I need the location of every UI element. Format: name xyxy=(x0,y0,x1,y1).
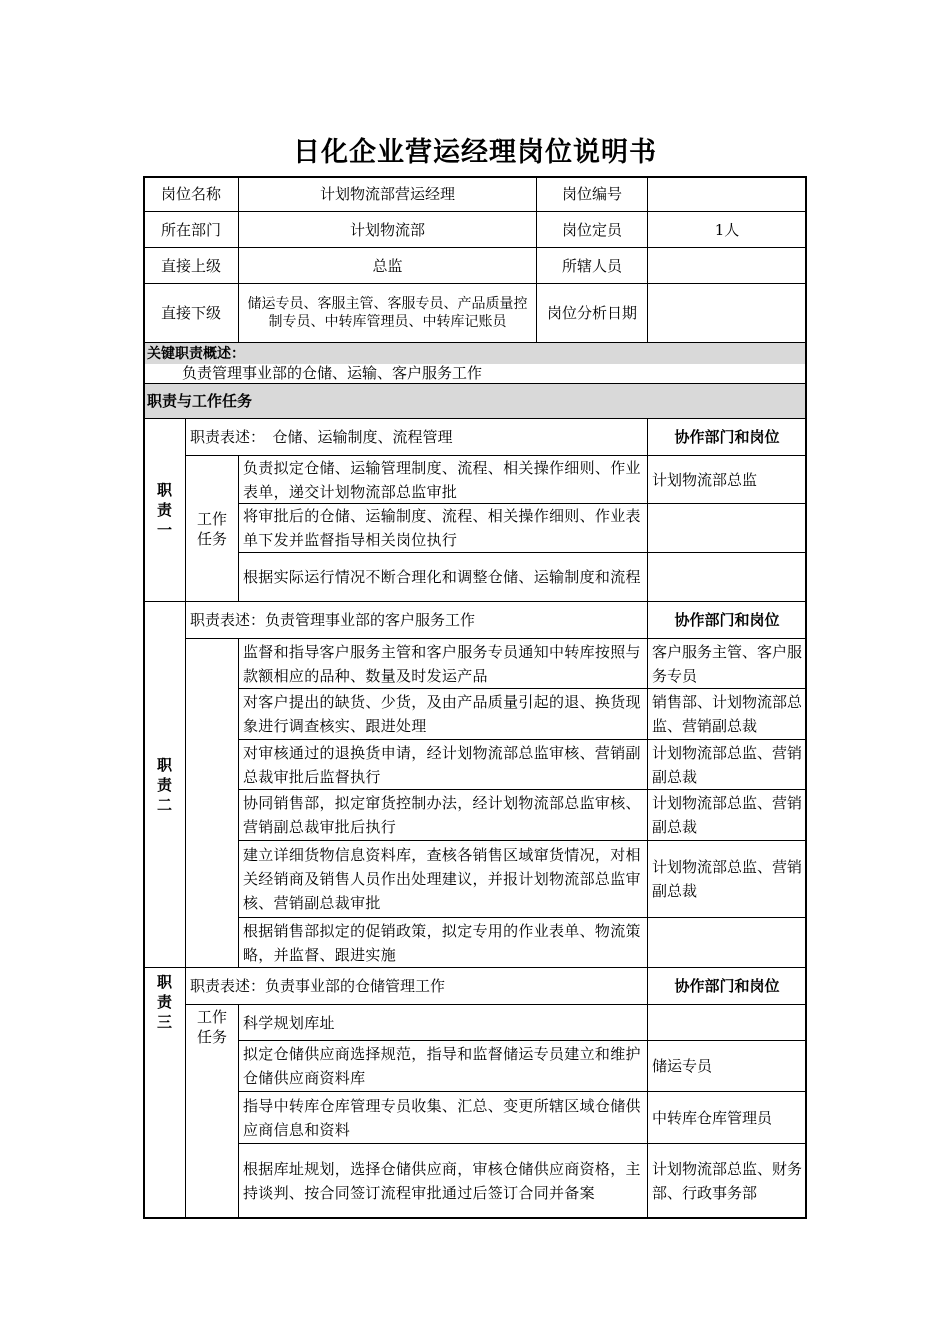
duty-2-task-coop: 销售部、计划物流部总监、营销副总裁 xyxy=(647,688,807,740)
duty-2-label: 职 责 二 xyxy=(143,601,186,968)
duty-1-statement: 职责表述： 仓储、运输制度、流程管理 xyxy=(185,418,648,456)
duty-3-task: 指导中转库仓库管理专员收集、汇总、变更所辖区域仓储供应商信息和资料 xyxy=(238,1091,648,1144)
duty-1-task: 将审批后的仓储、运输制度、流程、相关操作细则、作业表单下发并监督指导相关岗位执行 xyxy=(238,503,648,553)
subordinates-count-value xyxy=(647,247,807,284)
duty-3-task-coop: 中转库仓库管理员 xyxy=(647,1091,807,1144)
duty-3-task-coop xyxy=(647,1004,807,1041)
duty-3-task: 根据库址规划，选择仓储供应商，审核仓储供应商资格，主持谈判、按合同签订流程审批通过后签订合同并备案 xyxy=(238,1143,648,1219)
quota-value: 1人 xyxy=(647,211,807,248)
duty-2-task: 协同销售部，拟定窜货控制办法，经计划物流部总监审核、营销副总裁审批后执行 xyxy=(238,789,648,841)
duty-2-task-coop: 计划物流部总监、营销副总裁 xyxy=(647,840,807,918)
duty-2-task-coop: 计划物流部总监、营销副总裁 xyxy=(647,789,807,841)
duty-2-task: 对审核通过的退换货申请，经计划物流部总监审核、营销副总裁审批后监督执行 xyxy=(238,739,648,790)
duty-3-label: 职 责 三 xyxy=(143,967,186,1219)
document-title: 日化企业营运经理岗位说明书 xyxy=(293,137,657,168)
post-no-label: 岗位编号 xyxy=(536,176,648,212)
duty-1-coop-header: 协作部门和岗位 xyxy=(647,418,807,456)
duty-1-task: 负责拟定仓储、运输管理制度、流程、相关操作细则、作业表单，递交计划物流部总监审批 xyxy=(238,455,648,504)
duty-1-task-coop xyxy=(647,503,807,553)
duty-3-work-label: 工作 任务 xyxy=(185,1004,239,1219)
duty-3-task-coop: 储运专员 xyxy=(647,1040,807,1092)
summary-text: 负责管理事业部的仓储、运输、客户服务工作 xyxy=(143,363,807,384)
duty-2-task: 对客户提出的缺货、少货，及由产品质量引起的退、换货现象进行调查核实、跟进处理 xyxy=(238,688,648,740)
duty-3-coop-header: 协作部门和岗位 xyxy=(647,967,807,1005)
duty-1-label: 职 责 一 xyxy=(143,418,186,602)
duty-2-task-coop: 计划物流部总监、营销副总裁 xyxy=(647,739,807,790)
duty-3-task: 科学规划库址 xyxy=(238,1004,648,1041)
duty-1-task-coop xyxy=(647,552,807,602)
superior-value: 总监 xyxy=(238,247,537,284)
summary-heading: 关键职责概述： xyxy=(143,342,807,364)
duty-3-task: 拟定仓储供应商选择规范，指导和监督储运专员建立和维护仓储供应商资料库 xyxy=(238,1040,648,1092)
quota-label: 岗位定员 xyxy=(536,211,648,248)
analysis-date-value xyxy=(647,283,807,343)
subordinates-count-label: 所辖人员 xyxy=(536,247,648,284)
duty-2-task: 根据销售部拟定的促销政策，拟定专用的作业表单、物流策略，并监督、跟进实施 xyxy=(238,917,648,968)
duty-1-work-label: 工作 任务 xyxy=(185,455,239,602)
duties-heading: 职责与工作任务 xyxy=(143,383,807,419)
duty-1-task-coop: 计划物流部总监 xyxy=(647,455,807,504)
duty-2-statement: 职责表述：负责管理事业部的客户服务工作 xyxy=(185,601,648,639)
duty-2-task: 监督和指导客户服务主管和客户服务专员通知中转库按照与款额相应的品种、数量及时发运产品 xyxy=(238,638,648,689)
dept-label: 所在部门 xyxy=(143,211,239,248)
subordinates-label: 直接下级 xyxy=(143,283,239,343)
post-name-label: 岗位名称 xyxy=(143,176,239,212)
duty-2-work-label xyxy=(185,638,239,968)
duty-3-statement: 职责表述：负责事业部的仓储管理工作 xyxy=(185,967,648,1005)
dept-value: 计划物流部 xyxy=(238,211,537,248)
duty-3-task-coop: 计划物流部总监、财务部、行政事务部 xyxy=(647,1143,807,1219)
duty-2-task: 建立详细货物信息资料库，查核各销售区域窜货情况，对相关经销商及销售人员作出处理建议，并报计划物流部总监审核、营销副总裁审批 xyxy=(238,840,648,918)
post-name-value: 计划物流部营运经理 xyxy=(238,176,537,212)
analysis-date-label: 岗位分析日期 xyxy=(536,283,648,343)
duty-1-task: 根据实际运行情况不断合理化和调整仓储、运输制度和流程 xyxy=(238,552,648,602)
superior-label: 直接上级 xyxy=(143,247,239,284)
subordinates-value: 储运专员、客服主管、客服专员、产品质量控制专员、中转库管理员、中转库记账员 xyxy=(238,283,537,343)
post-no-value xyxy=(647,176,807,212)
duty-2-task-coop: 客户服务主管、客户服务专员 xyxy=(647,638,807,689)
duty-2-coop-header: 协作部门和岗位 xyxy=(647,601,807,639)
duty-2-task-coop xyxy=(647,917,807,968)
